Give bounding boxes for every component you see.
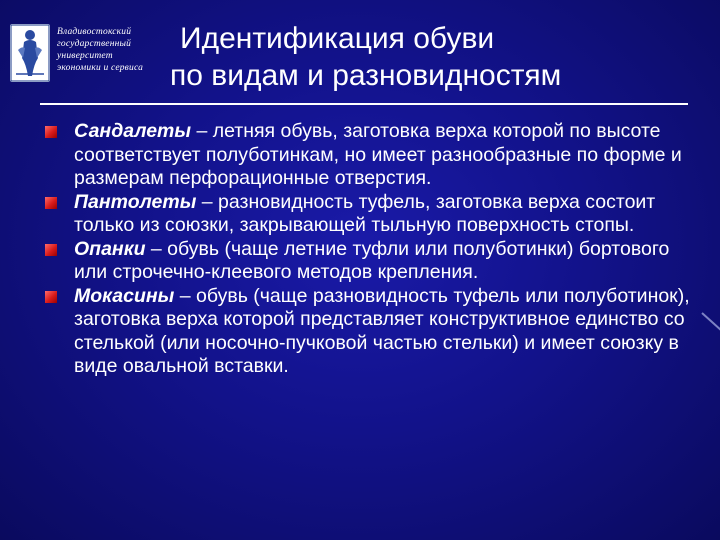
university-name-line: Владивостокский	[57, 27, 132, 37]
slide-title	[170, 20, 710, 94]
university-name-line: экономики и сервиса	[57, 63, 144, 73]
red-square-bullet-icon	[45, 291, 57, 303]
list-item	[74, 120, 704, 191]
red-square-bullet-icon	[45, 244, 57, 256]
item-description: – обувь (чаще летние туфли или полуботинки) бортового или строчечно-клеевого методов крепления.	[74, 237, 670, 283]
bullet-list	[74, 120, 704, 379]
item-term: Сандалеты	[74, 120, 192, 142]
red-square-bullet-icon	[45, 197, 57, 209]
list-item	[74, 191, 704, 238]
slide-title-line-2: по видам и разновидностям	[170, 59, 562, 92]
university-emblem-icon	[10, 24, 50, 82]
item-term: Мокасины	[74, 284, 175, 307]
list-item	[74, 285, 704, 379]
item-description: – обувь (чаще разновидность туфель или полуботинок), заготовка верха которой представляет конструктивное единство со стелькой (или носочно-пучковой частью стельки) и имеет союзку в виде овальной вставки.	[74, 284, 690, 377]
item-term: Опанки	[74, 237, 146, 260]
university-name-line: государственный	[57, 39, 132, 49]
title-divider	[40, 103, 688, 105]
decorative-line	[701, 312, 720, 340]
university-name	[57, 26, 167, 74]
red-square-bullet-icon	[45, 126, 57, 138]
item-term: Пантолеты	[74, 190, 197, 213]
university-name-line: университет	[57, 51, 113, 61]
item-description: – летняя обувь, заготовка верха которой по высоте соответствует полуботинкам, но имеет разнообразные по форме и размерам перфорационные отверстия.	[74, 120, 682, 189]
slide-title-line-1: Идентификация обуви	[180, 22, 495, 55]
list-item	[74, 238, 704, 285]
item-description: – разновидность туфель, заготовка верха состоит только из союзки, закрывающей тыльную поверхность стопы.	[74, 190, 656, 236]
